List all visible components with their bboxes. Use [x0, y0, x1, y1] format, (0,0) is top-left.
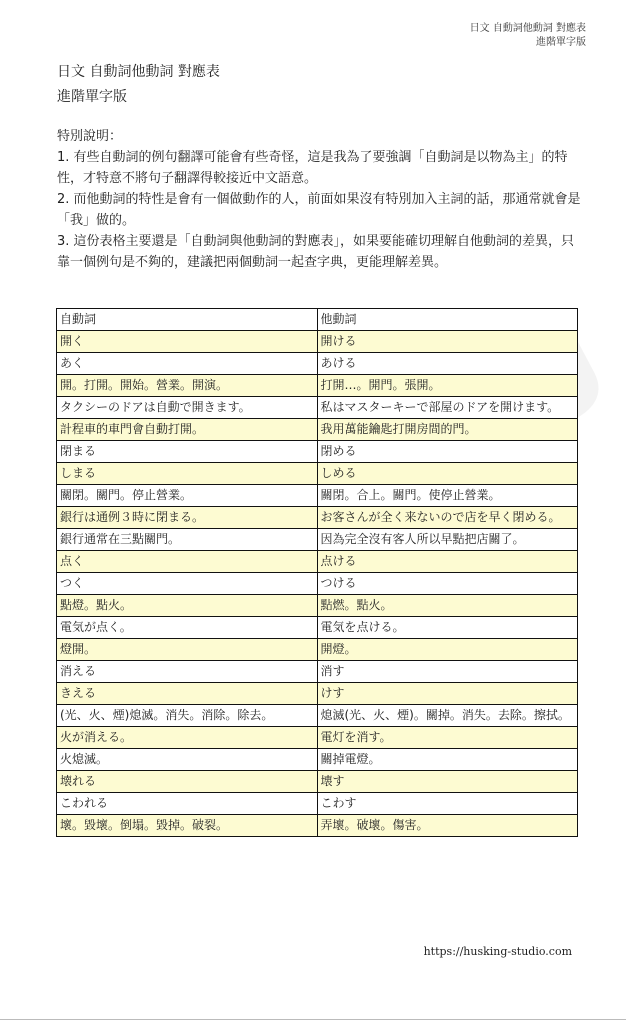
notes-section [57, 126, 581, 273]
cell-intransitive: 燈開。 [57, 639, 318, 661]
footer-url[interactable]: https://husking-studio.com [423, 945, 572, 958]
cell-transitive: 電気を点ける。 [317, 617, 578, 639]
cell-transitive: 開ける [317, 331, 578, 353]
cell-intransitive: こわれる [57, 793, 318, 815]
table-row [57, 397, 578, 419]
cell-intransitive: 閉まる [57, 441, 318, 463]
note-item-1: 1. 有些自動詞的例句翻譯可能會有些奇怪，這是我為了要強調「自動詞是以物為主」的特性，才特意不將句子翻譯得較接近中文語意。 [57, 150, 568, 186]
verb-table [56, 308, 578, 837]
cell-transitive: 關閉。合上。關門。使停止營業。 [317, 485, 578, 507]
table-row [57, 639, 578, 661]
note-item-3: 3. 這份表格主要還是「自動詞與他動詞的對應表」，如果要能確切理解自他動詞的差異，只靠一個例句是不夠的，建議把兩個動詞一起查字典，更能理解差異。 [57, 234, 575, 270]
document-title [57, 60, 220, 110]
cell-transitive: 點燃。點火。 [317, 595, 578, 617]
table-row [57, 705, 578, 727]
cell-intransitive: 点く [57, 551, 318, 573]
cell-intransitive: しまる [57, 463, 318, 485]
cell-intransitive: 火が消える。 [57, 727, 318, 749]
table-header-row [57, 309, 578, 331]
cell-intransitive: 計程車的車門會自動打開。 [57, 419, 318, 441]
table-row [57, 507, 578, 529]
cell-intransitive: (光、火、煙)熄滅。消失。消除。除去。 [57, 705, 318, 727]
cell-transitive: けす [317, 683, 578, 705]
cell-transitive: 我用萬能鑰匙打開房間的門。 [317, 419, 578, 441]
table-row [57, 815, 578, 837]
note-item-2: 2. 而他動詞的特性是會有一個做動作的人，前面如果沒有特別加入主詞的話，那通常就會是「我」做的。 [57, 192, 581, 228]
table-row [57, 661, 578, 683]
cell-intransitive: 壞。毀壞。倒塌。毀掉。破裂。 [57, 815, 318, 837]
cell-transitive: こわす [317, 793, 578, 815]
cell-transitive: 熄滅(光、火、煙)。關掉。消失。去除。擦拭。 [317, 705, 578, 727]
cell-intransitive: きえる [57, 683, 318, 705]
cell-intransitive: 點燈。點火。 [57, 595, 318, 617]
table-row [57, 595, 578, 617]
notes-heading: 特別說明： [57, 129, 123, 144]
table-row [57, 441, 578, 463]
cell-transitive: 打開…。開門。張開。 [317, 375, 578, 397]
cell-transitive: 弄壞。破壞。傷害。 [317, 815, 578, 837]
cell-transitive: 消す [317, 661, 578, 683]
table-row [57, 793, 578, 815]
table-row [57, 749, 578, 771]
cell-transitive: 關掉電燈。 [317, 749, 578, 771]
table-row [57, 683, 578, 705]
cell-transitive: 壊す [317, 771, 578, 793]
cell-transitive: 私はマスターキーで部屋のドアを開けます。 [317, 397, 578, 419]
cell-intransitive: あく [57, 353, 318, 375]
cell-intransitive: 壊れる [57, 771, 318, 793]
cell-intransitive: つく [57, 573, 318, 595]
table-row [57, 617, 578, 639]
cell-intransitive: 關閉。關門。停止營業。 [57, 485, 318, 507]
title-line-2: 進階單字版 [57, 89, 127, 105]
table-row [57, 375, 578, 397]
cell-transitive: お客さんが全く来ないので店を早く閉める。 [317, 507, 578, 529]
table-row [57, 463, 578, 485]
cell-intransitive: タクシーのドアは自動で開きます。 [57, 397, 318, 419]
table-row [57, 353, 578, 375]
cell-transitive: 因為完全沒有客人所以早點把店關了。 [317, 529, 578, 551]
cell-intransitive: 開く [57, 331, 318, 353]
cell-transitive: あける [317, 353, 578, 375]
page-bottom-divider [0, 1019, 626, 1020]
table-row [57, 419, 578, 441]
header-title: 日文 自動詞他動詞 對應表 [469, 23, 586, 34]
header-intransitive: 自動詞 [57, 309, 318, 331]
table-row [57, 573, 578, 595]
cell-transitive: 点ける [317, 551, 578, 573]
cell-intransitive: 電気が点く。 [57, 617, 318, 639]
cell-intransitive: 開。打開。開始。營業。開演。 [57, 375, 318, 397]
title-line-1: 日文 自動詞他動詞 對應表 [57, 64, 220, 80]
cell-transitive: 電灯を消す。 [317, 727, 578, 749]
cell-transitive: 開燈。 [317, 639, 578, 661]
cell-transitive: しめる [317, 463, 578, 485]
cell-intransitive: 銀行は通例３時に閉まる。 [57, 507, 318, 529]
cell-intransitive: 消える [57, 661, 318, 683]
table-row [57, 551, 578, 573]
cell-transitive: つける [317, 573, 578, 595]
table-row [57, 485, 578, 507]
header-subtitle: 進階單字版 [536, 37, 586, 48]
cell-intransitive: 火熄滅。 [57, 749, 318, 771]
cell-intransitive: 銀行通常在三點關門。 [57, 529, 318, 551]
table-row [57, 529, 578, 551]
table-row [57, 331, 578, 353]
table-row [57, 771, 578, 793]
page-header [470, 22, 586, 50]
header-transitive: 他動詞 [317, 309, 578, 331]
table-row [57, 727, 578, 749]
cell-transitive: 閉める [317, 441, 578, 463]
